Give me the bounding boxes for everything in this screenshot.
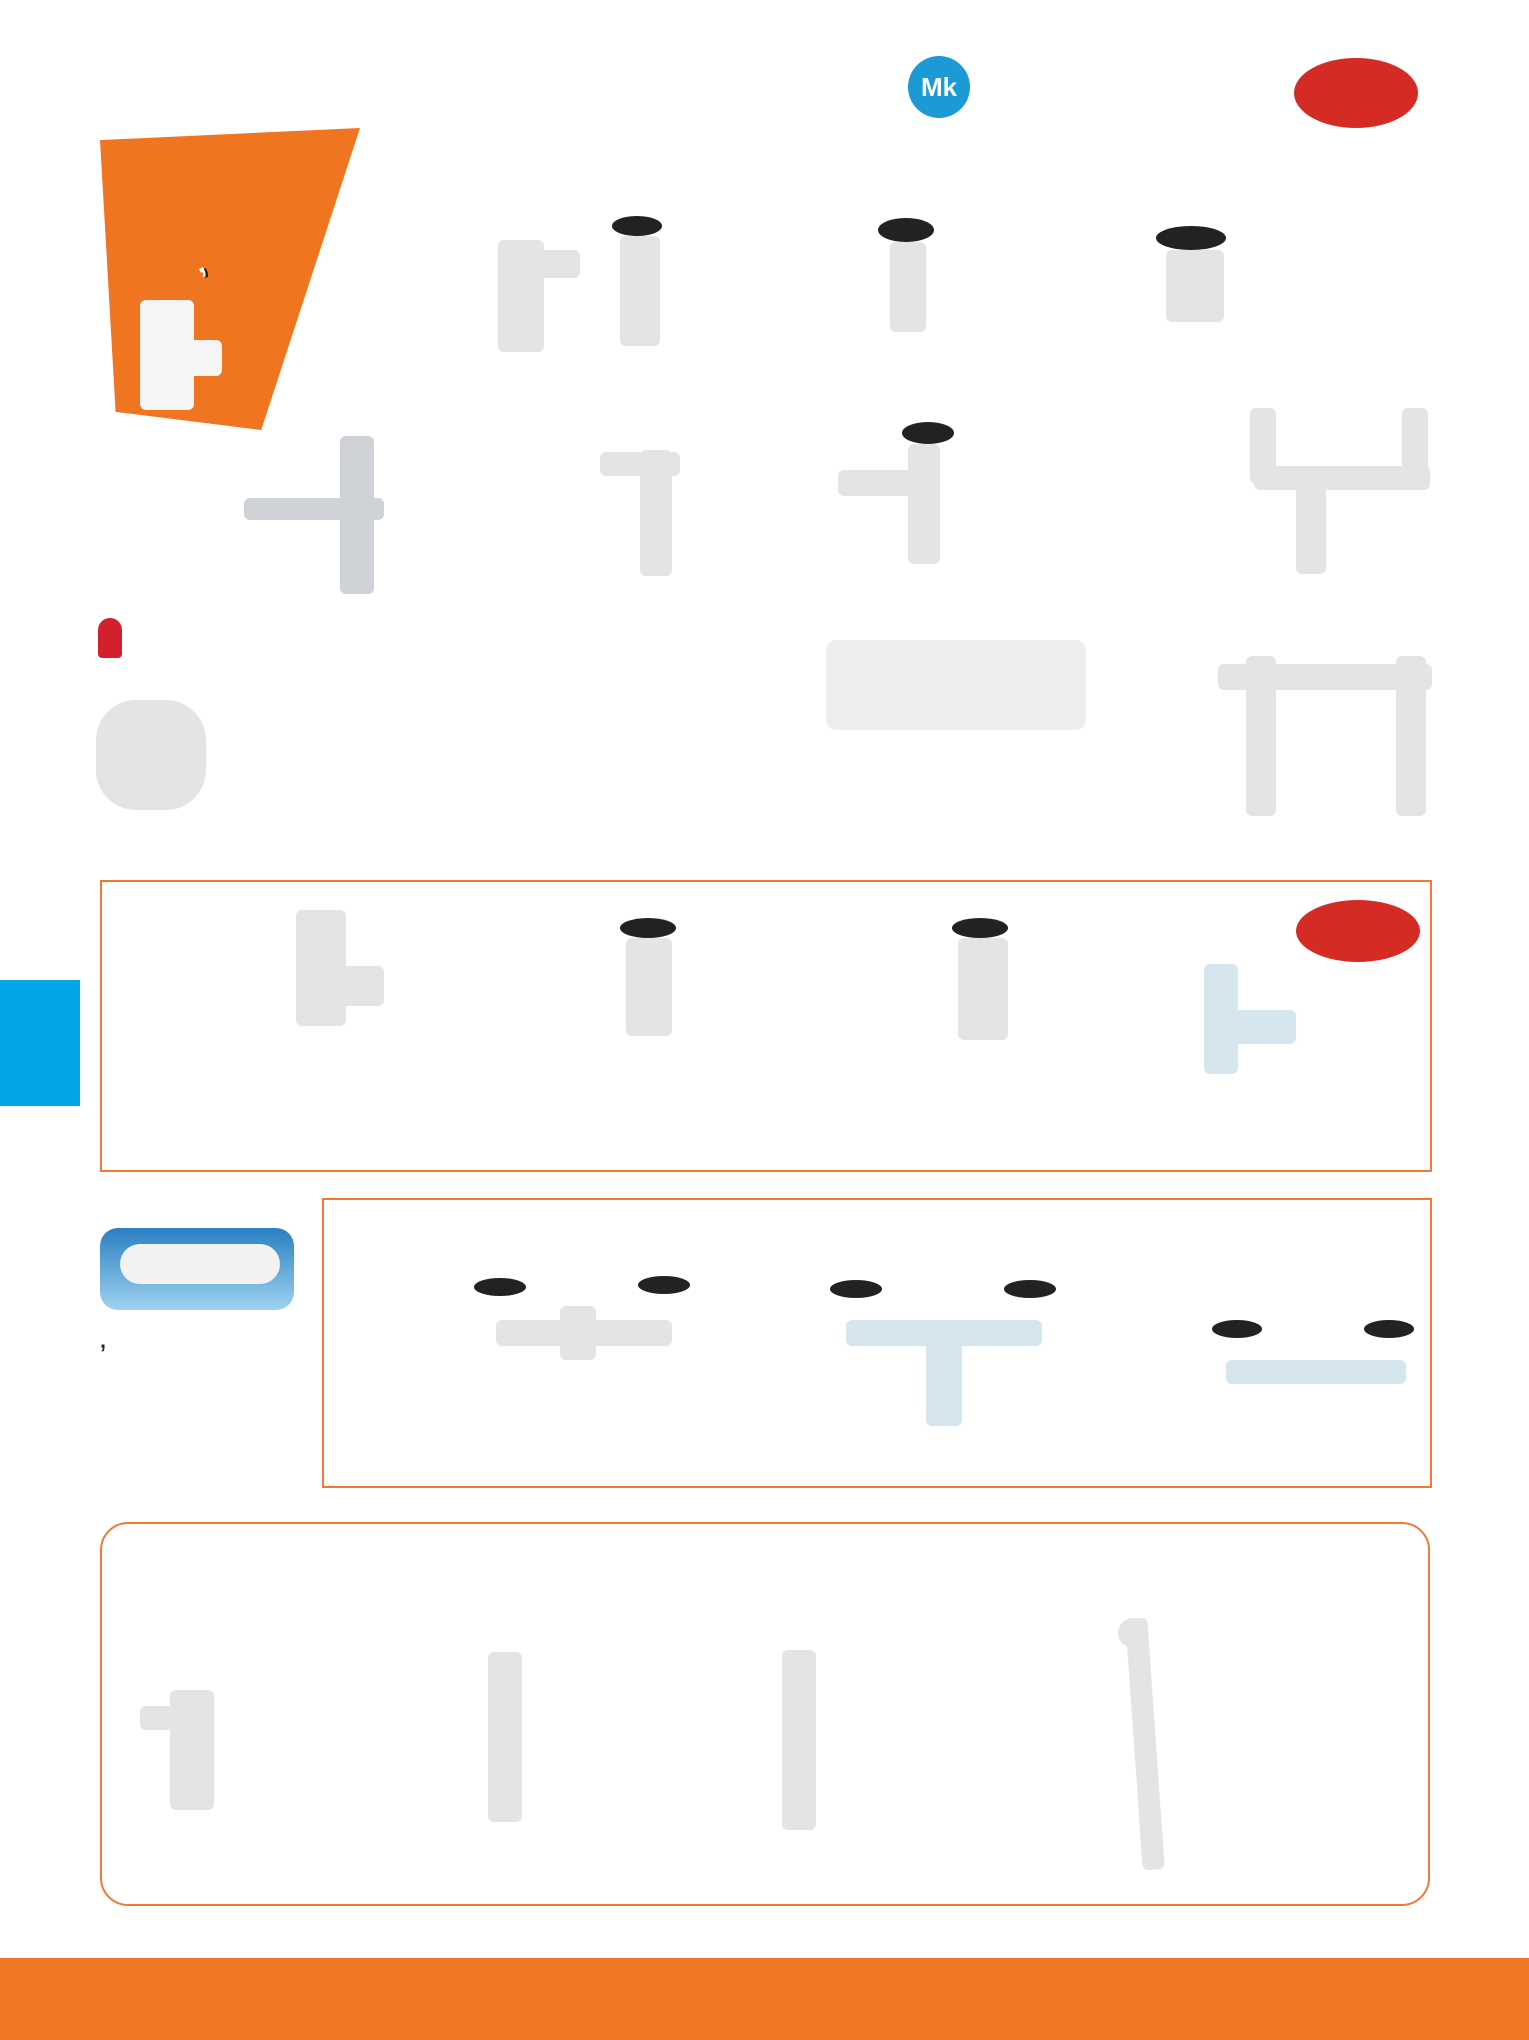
image-central-b [926,1330,962,1426]
promo-image-outlet [186,340,222,376]
espiroflex-logo [98,618,132,658]
desague-price: ’ [100,1340,106,1367]
footer-bar [0,1958,1529,2040]
image-p5-b [340,436,374,594]
image-central-cap2 [1004,1280,1056,1298]
image-senzo [782,1650,816,1830]
image-botella-doble-c [1396,656,1426,816]
image-p3-cap [878,218,934,242]
image-corto-cap [620,918,676,938]
image-bide-outlet [336,966,384,1006]
image-curvo-horizontal-b [1216,1010,1296,1044]
promo-banner [100,128,360,430]
image-inclinada [958,938,1008,1040]
image-inclinada-cap [952,918,1008,938]
image-doble-cap2 [638,1276,690,1294]
mirtak-logo [908,56,1060,120]
image-p4 [1166,250,1224,322]
image-doble-horizontal-b [560,1306,596,1360]
image-p7-cap [902,422,954,444]
image-p1-b [540,250,580,278]
mirtak-icon: Mk [908,56,970,118]
image-p7-b [908,444,940,564]
image-p2 [620,236,660,346]
wirquin-section [100,1522,1430,1906]
image-p8-c [1254,466,1430,490]
image-curvo-doble [1226,1360,1406,1384]
qr-code-bide[interactable] [1302,972,1414,1084]
image-p6-b [640,450,672,576]
image-manguito [96,700,206,810]
image-universal-reducidos-top [1118,1618,1148,1648]
jimten-logo-top [1294,58,1418,128]
side-tab [0,980,80,1106]
image-p3 [890,242,926,332]
image-p8-d [1296,478,1326,574]
espiroflex-icon [98,618,122,658]
image-doble-fregadera [826,640,1086,730]
promo-price: ’ [193,259,218,297]
image-desague-hose [120,1244,280,1284]
image-curvo-doble-cap2 [1364,1320,1414,1338]
image-botella-universal-b [140,1706,184,1730]
image-curvo-doble-cap1 [1212,1320,1262,1338]
image-espacios-reducidos [488,1652,522,1822]
image-corto [626,938,672,1036]
jimten-logo-box [1296,900,1420,962]
qr-code-fregadero[interactable] [1194,1204,1304,1314]
image-p4-cap [1156,226,1226,250]
desague-product[interactable] [100,1326,280,1378]
image-p2-cap [612,216,662,236]
image-doble-cap1 [474,1278,526,1296]
image-botella-doble-b [1246,656,1276,816]
image-p1 [498,240,544,352]
image-central-cap1 [830,1280,882,1298]
